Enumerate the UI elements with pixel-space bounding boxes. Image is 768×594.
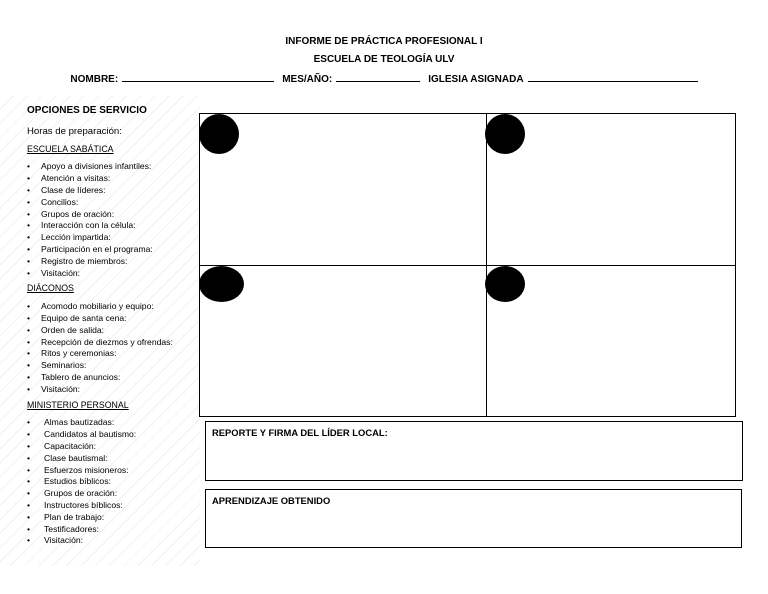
document-title: INFORME DE PRÁCTICA PROFESIONAL I: [285, 36, 483, 47]
photo-marker-bottom-left-icon: [199, 266, 244, 302]
list-item: • Tablero de anuncios:: [27, 372, 202, 384]
list-item: • Lección impartida:: [27, 232, 202, 244]
header-fields: [0, 72, 768, 85]
list-item: • Acomodo mobiliario y equipo:: [27, 301, 202, 313]
list-item: • Concilios:: [27, 197, 202, 209]
list-item: • Testificadores:: [27, 524, 202, 536]
list-item: • Capacitación:: [27, 441, 202, 453]
list-item: • Seminarios:: [27, 360, 202, 372]
service-options-panel: [27, 105, 202, 551]
group-title-escuela-sabatica: ESCUELA SABÁTICA: [27, 143, 114, 154]
photo-grid: [199, 113, 736, 417]
list-item: • Grupos de oración:: [27, 209, 202, 221]
list-item: • Interacción con la célula:: [27, 220, 202, 232]
nombre-field[interactable]: [122, 72, 274, 82]
list-item: • Plan de trabajo:: [27, 512, 202, 524]
mes-ano-field[interactable]: [336, 72, 420, 82]
list-item: • Clase de líderes:: [27, 185, 202, 197]
list-item: • Atención a visitas:: [27, 173, 202, 185]
nombre-label: NOMBRE:: [70, 74, 119, 85]
section-title: OPCIONES DE SERVICIO: [27, 105, 147, 116]
list-item: • Grupos de oración:: [27, 488, 202, 500]
list-item: • Visitación:: [27, 535, 202, 547]
list-item: • Visitación:: [27, 268, 202, 280]
list-item: • Candidatos al bautismo:: [27, 429, 202, 441]
list-item: • Ritos y ceremonias:: [27, 348, 202, 360]
list-item: • Participación en el programa:: [27, 244, 202, 256]
group-title-diaconos: DIÁCONOS: [27, 283, 74, 294]
reporte-firma-box[interactable]: [205, 421, 743, 481]
aprendizaje-label: APRENDIZAJE OBTENIDO: [212, 495, 331, 506]
hours-label: Horas de preparación:: [27, 125, 122, 137]
list-item: • Recepción de diezmos y ofrendas:: [27, 337, 202, 349]
list-item: • Orden de salida:: [27, 325, 202, 337]
grid-divider-horizontal: [200, 265, 735, 266]
iglesia-label: IGLESIA ASIGNADA: [428, 74, 524, 85]
photo-marker-top-right-icon: [485, 114, 525, 154]
list-item: • Instructores bíblicos:: [27, 500, 202, 512]
list-item: • Registro de miembros:: [27, 256, 202, 268]
document-subtitle: ESCUELA DE TEOLOGÍA ULV: [313, 54, 455, 65]
list-diaconos: [27, 301, 202, 395]
list-item: • Estudios bíblicos:: [27, 476, 202, 488]
list-item: • Visitación:: [27, 384, 202, 396]
photo-marker-bottom-right-icon: [485, 266, 525, 302]
iglesia-field[interactable]: [528, 72, 698, 82]
list-item: • Esfuerzos misioneros:: [27, 465, 202, 477]
photo-marker-top-left-icon: [199, 114, 239, 154]
aprendizaje-box[interactable]: [205, 489, 742, 548]
list-item: • Almas bautizadas:: [27, 417, 202, 429]
mes-ano-label: MES/AÑO:: [282, 74, 333, 85]
list-item: • Clase bautismal:: [27, 453, 202, 465]
list-escuela-sabatica: [27, 161, 202, 279]
list-item: • Apoyo a divisiones infantiles:: [27, 161, 202, 173]
group-title-ministerio-personal: MINISTERIO PERSONAL: [27, 399, 129, 410]
list-ministerio-personal: [27, 417, 202, 547]
list-item: • Equipo de santa cena:: [27, 313, 202, 325]
reporte-firma-label: REPORTE Y FIRMA DEL LÍDER LOCAL:: [212, 427, 388, 438]
